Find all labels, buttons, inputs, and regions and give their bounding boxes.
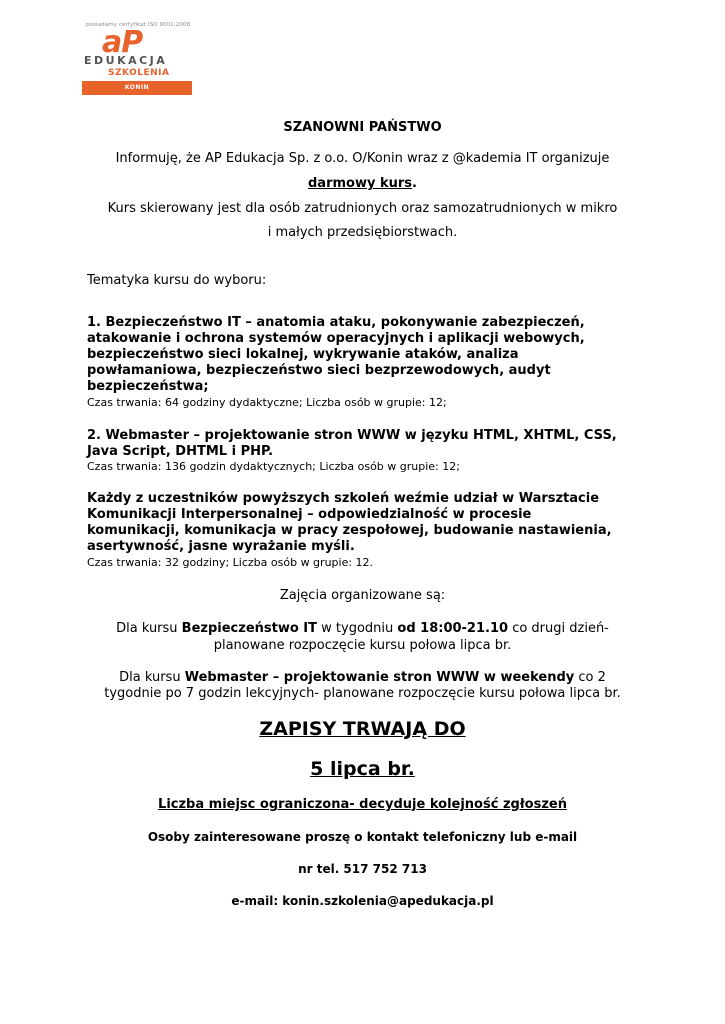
page-heading: SZANOWNI PAŃSTWO	[283, 120, 442, 135]
schedule-1-post: co drugi dzień-	[508, 621, 609, 636]
logo-cert-line: posiadamy certyfikat ISO 9001:2008	[86, 22, 191, 28]
schedule-1-course: Bezpieczeństwo IT	[181, 621, 318, 636]
schedule-2-pre: Dla kursu	[119, 670, 185, 685]
intro-line-1: Informuję, że AP Edukacja Sp. z o.o. O/Konin wraz z @kademia IT organizuje	[115, 151, 610, 166]
course-1-line: 1. Bezpieczeństwo IT – anatomia ataku, pokonywanie zabezpieczeń,	[87, 315, 585, 330]
phone-number: nr tel. 517 752 713	[298, 862, 427, 876]
intro-period: .	[412, 176, 417, 191]
logo-edukacja: EDUKACJA	[84, 54, 168, 67]
workshop-line: Komunikacji Interpersonalnej – odpowiedzialność w procesie	[87, 507, 532, 522]
schedule-2-line-1	[0, 670, 725, 685]
course-1-line: bezpieczeństwa;	[87, 379, 209, 394]
schedule-1-time: od 18:00-21.10	[397, 621, 509, 636]
course-2-details: Czas trwania: 136 godzin dydaktycznych; Liczba osób w grupie: 12;	[87, 460, 460, 473]
schedule-2-post: co 2	[574, 670, 606, 685]
course-2-line: 2. Webmaster – projektowanie stron WWW w języku HTML, XHTML, CSS,	[87, 428, 617, 443]
limited-places-notice: Liczba miejsc ograniczona- decyduje kolejność zgłoszeń	[158, 797, 567, 812]
schedule-1-pre: Dla kursu	[116, 621, 182, 636]
workshop-description	[87, 491, 647, 555]
logo-brand: aP	[102, 25, 143, 60]
contact-request: Osoby zainteresowane proszę o kontakt telefoniczny lub e-mail	[147, 830, 578, 844]
course-2-line: Java Script, DHTML i PHP.	[87, 444, 274, 459]
workshop-line: asertywność, jasne wyrażanie myśli.	[87, 539, 355, 554]
course-1-line: bezpieczeństwo sieci lokalnej, wykrywanie ataków, analiza	[87, 347, 519, 362]
schedule-1-mid: w tygodniu	[317, 621, 398, 636]
deadline-title: ZAPISY TRWAJĄ DO	[259, 718, 466, 740]
workshop-line: komunikacji, komunikacja w pracy zespołowej, budowanie nastawienia,	[87, 523, 612, 538]
schedule-2-course: Webmaster – projektowanie stron WWW w weekendy	[184, 670, 575, 685]
logo-szkolenia: SZKOLENIA	[108, 68, 170, 78]
workshop-line: Każdy z uczestników powyższych szkoleń weźmie udział w Warsztacie	[87, 491, 600, 506]
schedule-label: Zajęcia organizowane są:	[279, 588, 446, 603]
ap-edukacja-logo	[82, 22, 192, 98]
course-2-description	[87, 428, 647, 460]
course-1-line: powłamaniowa, bezpieczeństwo sieci bezprzewodowych, audyt	[87, 363, 551, 378]
logo-city-bar: KONIN	[82, 81, 192, 95]
course-1-details: Czas trwania: 64 godziny dydaktyczne; Liczba osób w grupie: 12;	[87, 396, 447, 409]
intro-line-3: Kurs skierowany jest dla osób zatrudnionych oraz samozatrudnionych w mikro	[107, 201, 618, 216]
schedule-2-line-2: tygodnie po 7 godzin lekcyjnych- planowane rozpoczęcie kursu połowa lipca br.	[104, 686, 621, 701]
course-1-description	[87, 315, 647, 395]
deadline-date: 5 lipca br.	[310, 758, 415, 780]
intro-line-4: i małych przedsiębiorstwach.	[267, 225, 458, 240]
free-course-text: darmowy kurs	[308, 176, 413, 191]
course-1-line: atakowanie i ochrona systemów operacyjnych i aplikacji webowych,	[87, 331, 585, 346]
topics-label: Tematyka kursu do wyboru:	[87, 273, 267, 288]
schedule-1-line-1	[0, 621, 725, 636]
workshop-details: Czas trwania: 32 godziny; Liczba osób w grupie: 12.	[87, 556, 374, 569]
intro-line-2	[0, 176, 725, 191]
email-address: e-mail: konin.szkolenia@apedukacja.pl	[231, 894, 494, 908]
schedule-1-line-2: planowane rozpoczęcie kursu połowa lipca br.	[213, 638, 512, 653]
